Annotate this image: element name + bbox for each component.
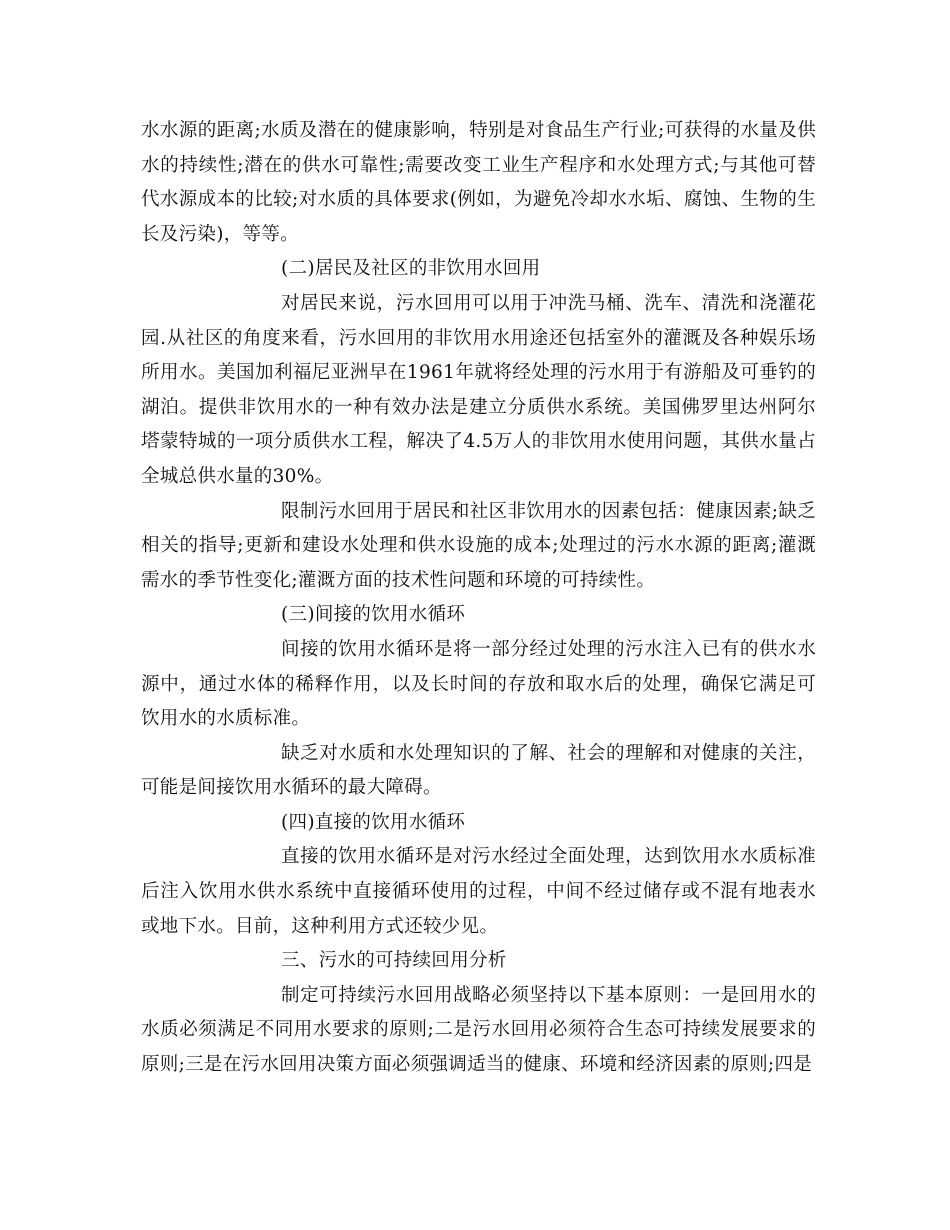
paragraph-residential-reuse: 对居民来说，污水回用可以用于冲洗马桶、洗车、清洗和浇灌花园.从社区的角度来看，污水回用的非饮用水用途还包括室外的灌溉及各种娱乐场所用水。美国加利福尼亚洲早在1961年就将经处理的污水用于有游船及可垂钓的湖泊。提供非饮用水的一种有效办法是建立分质供水系统。美国佛罗里达州阿尔塔蒙特城的一项分质供水工程，解决了4.5万人的非饮用水使用问题，其供水量占全城总供水量的30%。 [141,292,816,487]
section-heading-sustainable-reuse: 三、污水的可持续回用分析 [281,950,507,972]
section-heading-direct-potable: (四)直接的饮用水循环 [281,811,466,833]
paragraph-direct-potable: 直接的饮用水循环是对污水经过全面处理，达到饮用水水质标准后注入饮用水供水系统中直接循环使用的过程，中间不经过储存或不混有地表水或地下水。目前，这种利用方式还较少见。 [141,846,816,937]
section-heading-indirect-potable: (三)间接的饮用水循环 [281,604,466,626]
section-heading-residential-reuse: (二)居民及社区的非饮用水回用 [281,258,541,280]
document-body [141,114,816,1083]
paragraph-residential-limits: 限制污水回用于居民和社区非饮用水的因素包括：健康因素;缺乏相关的指导;更新和建设水处理和供水设施的成本;处理过的污水水源的距离;灌溉需水的季节性变化;灌溉方面的技术性问题和环境的可持续性。 [141,500,816,591]
paragraph-continuation: 水水源的距离;水质及潜在的健康影响，特别是对食品生产行业;可获得的水量及供水的持续性;潜在的供水可靠性;需要改变工业生产程序和水处理方式;与其他可替代水源成本的比较;对水质的具体要求(例如，为避免冷却水水垢、腐蚀、生物的生长及污染)，等等。 [141,120,816,245]
paragraph-sustainable-principles: 制定可持续污水回用战略必须坚持以下基本原则：一是回用水的水质必须满足不同用水要求的原则;二是污水回用必须符合生态可持续发展要求的原则;三是在污水回用决策方面必须强调适当的健康、环境和经济因素的原则;四是 [141,984,816,1076]
paragraph-indirect-obstacles: 缺乏对水质和水处理知识的了解、社会的理解和对健康的关注，可能是间接饮用水循环的最大障碍。 [141,742,816,799]
paragraph-indirect-potable: 间接的饮用水循环是将一部分经过处理的污水注入已有的供水水源中，通过水体的稀释作用，以及长时间的存放和取水后的处理，确保它满足可饮用水的水质标准。 [141,638,816,730]
